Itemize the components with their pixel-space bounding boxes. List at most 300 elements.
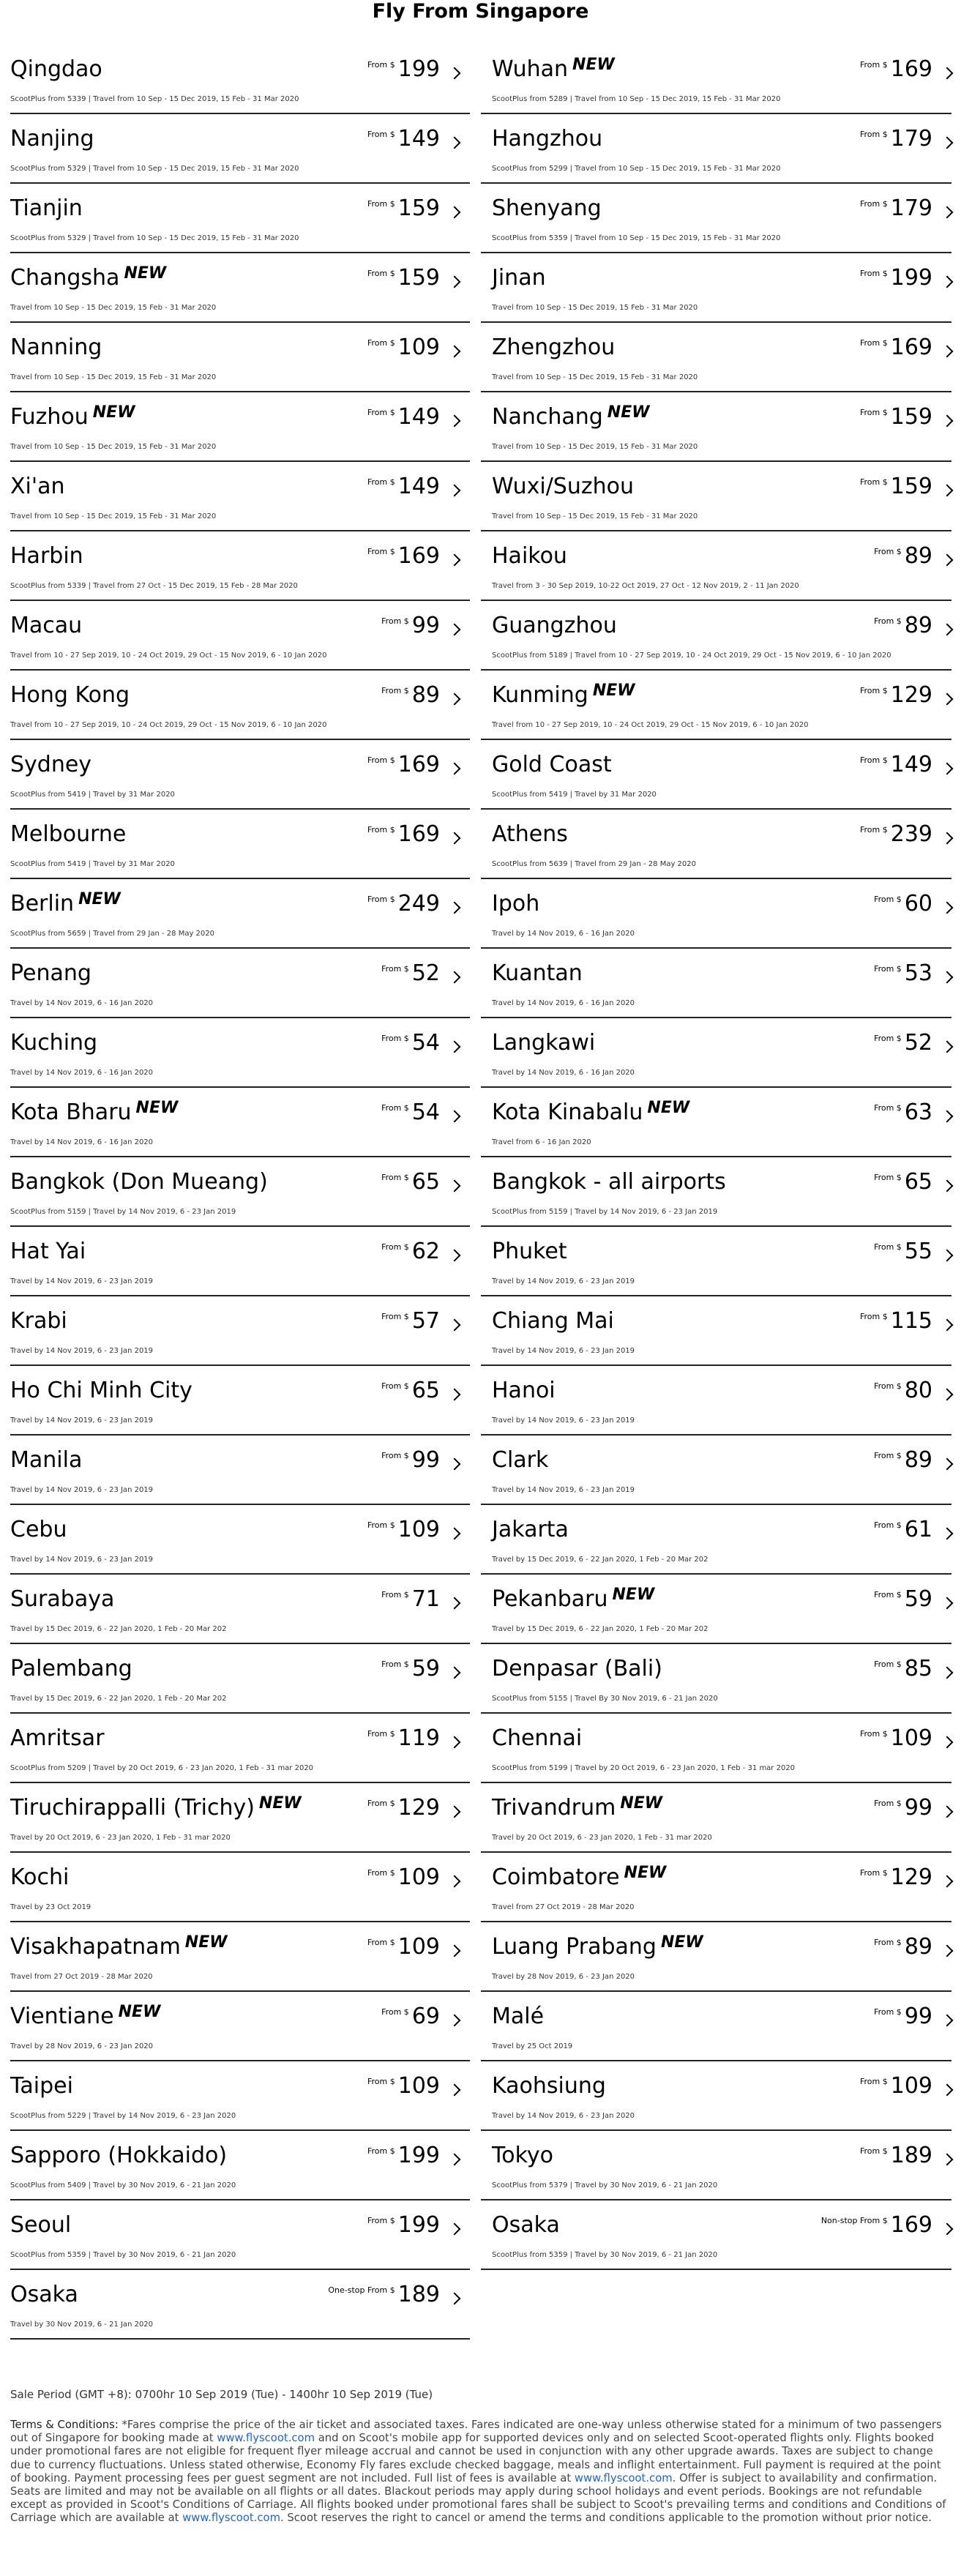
chevron-right-icon[interactable] <box>449 971 461 984</box>
from-label: From $ <box>367 269 395 278</box>
chevron-right-icon[interactable] <box>941 415 954 428</box>
destination-card[interactable] <box>481 1714 951 1783</box>
destination-card[interactable] <box>10 1644 481 1714</box>
price-value: 159 <box>890 404 932 430</box>
chevron-right-icon[interactable] <box>449 554 461 567</box>
destination-card[interactable] <box>10 1296 481 1366</box>
chevron-right-icon[interactable] <box>449 415 461 428</box>
price-block[interactable] <box>367 405 459 430</box>
price-block[interactable] <box>367 266 459 291</box>
destination-row <box>10 1366 951 1436</box>
price-block[interactable] <box>874 1796 951 1821</box>
chevron-right-icon[interactable] <box>941 2223 954 2236</box>
destination-name[interactable] <box>10 753 91 777</box>
destination-card[interactable] <box>10 1366 481 1436</box>
destination-name[interactable] <box>10 1448 82 1473</box>
price-block[interactable] <box>381 1239 459 1264</box>
price-block[interactable] <box>381 613 459 638</box>
price-block[interactable] <box>860 405 951 430</box>
destination-card[interactable] <box>481 2061 951 2131</box>
price-block[interactable] <box>860 822 951 847</box>
destination-name[interactable] <box>10 1170 268 1195</box>
chevron-right-icon[interactable] <box>449 1528 461 1540</box>
destination-name-text: Wuxi/Suzhou <box>492 474 634 499</box>
destination-card[interactable] <box>10 2131 481 2200</box>
destination-name[interactable] <box>492 1170 726 1195</box>
destination-name[interactable] <box>10 1378 192 1403</box>
chevron-right-icon[interactable] <box>941 1250 954 1262</box>
chevron-right-icon[interactable] <box>941 554 954 567</box>
destination-card[interactable] <box>481 1922 951 1992</box>
price-block[interactable] <box>381 1378 459 1403</box>
destination-name-text: Gold Coast <box>492 752 612 777</box>
chevron-right-icon[interactable] <box>941 1945 954 1957</box>
price-block[interactable] <box>860 266 951 291</box>
travel-period-note: Travel from 10 Sep - 15 Dec 2019, 15 Feb - 31 Mar 2020 <box>492 512 698 520</box>
destination-card[interactable] <box>481 1992 951 2061</box>
from-label: From $ <box>874 1103 902 1113</box>
price-block[interactable] <box>381 1657 459 1681</box>
destination-card[interactable] <box>10 1505 481 1575</box>
destination-card[interactable] <box>481 392 951 462</box>
chevron-right-icon[interactable] <box>449 1250 461 1262</box>
travel-period-note: ScootPlus from 5209 | Travel by 20 Oct 2019, 6 - 23 Jan 2020, 1 Feb - 31 mar 2020 <box>10 1764 314 1772</box>
price-block[interactable] <box>381 2004 459 2029</box>
destination-name[interactable] <box>492 1239 567 1264</box>
chevron-right-icon[interactable] <box>941 763 954 775</box>
destination-name[interactable] <box>492 2143 553 2168</box>
price-block[interactable] <box>381 1100 459 1125</box>
price-value: 169 <box>890 2212 932 2238</box>
price-block[interactable] <box>874 1587 951 1612</box>
price-block[interactable] <box>367 1726 459 1751</box>
chevron-right-icon[interactable] <box>449 2154 461 2166</box>
destination-card[interactable] <box>10 949 481 1018</box>
destination-name-text: Kota Kinabalu <box>492 1100 643 1125</box>
destination-name[interactable] <box>10 1796 302 1821</box>
price-block[interactable] <box>381 1170 459 1195</box>
destination-card[interactable] <box>10 2270 481 2340</box>
price-block[interactable] <box>367 544 459 569</box>
chevron-right-icon[interactable] <box>449 1180 461 1192</box>
price-block[interactable] <box>367 335 459 360</box>
destination-name[interactable] <box>492 1378 556 1403</box>
destination-card[interactable] <box>10 253 481 323</box>
chevron-right-icon[interactable] <box>449 2223 461 2236</box>
destination-name[interactable] <box>10 474 65 499</box>
price-block[interactable] <box>874 1517 951 1542</box>
destination-name[interactable] <box>10 1239 86 1264</box>
destination-card[interactable] <box>481 2200 951 2270</box>
destination-name-text: Osaka <box>492 2212 560 2238</box>
chevron-right-icon[interactable] <box>449 276 461 288</box>
chevron-right-icon[interactable] <box>941 1110 954 1123</box>
destination-card[interactable] <box>10 1783 481 1853</box>
destination-name[interactable] <box>492 1796 662 1821</box>
destination-name[interactable] <box>492 1517 569 1542</box>
price-block[interactable] <box>860 1726 951 1751</box>
chevron-right-icon[interactable] <box>449 1319 461 1332</box>
from-label: From $ <box>367 825 395 835</box>
price-block[interactable] <box>367 822 459 847</box>
price-block[interactable] <box>860 196 951 221</box>
chevron-right-icon[interactable] <box>449 137 461 149</box>
chevron-right-icon[interactable] <box>941 624 954 636</box>
new-badge: NEW <box>184 1933 228 1952</box>
travel-period-note: Travel by 28 Nov 2019, 6 - 23 Jan 2020 <box>492 1973 635 1981</box>
destination-card[interactable] <box>10 392 481 462</box>
destination-card[interactable] <box>10 1088 481 1157</box>
destination-name[interactable] <box>492 2074 606 2099</box>
destination-name[interactable] <box>492 753 612 777</box>
chevron-right-icon[interactable] <box>449 624 461 636</box>
price-block[interactable] <box>381 1031 459 1056</box>
price-block[interactable] <box>874 961 951 986</box>
destination-card[interactable] <box>481 601 951 671</box>
destination-card[interactable] <box>10 601 481 671</box>
price-block[interactable] <box>874 1100 951 1125</box>
destination-name[interactable] <box>10 683 130 708</box>
destination-card[interactable] <box>10 2200 481 2270</box>
destination-name[interactable] <box>492 961 583 986</box>
chevron-right-icon[interactable] <box>941 2084 954 2097</box>
destination-name-text: Ho Chi Minh City <box>10 1378 192 1403</box>
travel-period-note: ScootPlus from 5299 | Travel from 10 Sep - 15 Dec 2019, 15 Feb - 31 Mar 2020 <box>492 165 781 173</box>
price-block[interactable] <box>367 196 459 221</box>
price-block[interactable] <box>860 57 951 82</box>
destination-card[interactable] <box>481 1644 951 1714</box>
price-block[interactable] <box>874 544 951 569</box>
destination-name[interactable] <box>492 822 568 847</box>
destination-name[interactable] <box>10 1031 97 1056</box>
destination-card[interactable] <box>481 1227 951 1296</box>
price-block[interactable] <box>860 474 951 499</box>
price-block[interactable] <box>874 892 951 916</box>
destination-card[interactable] <box>10 1922 481 1992</box>
destination-name[interactable] <box>10 1726 105 1751</box>
chevron-right-icon[interactable] <box>449 1875 461 1888</box>
chevron-right-icon[interactable] <box>941 67 954 80</box>
chevron-right-icon[interactable] <box>941 1041 954 1053</box>
chevron-right-icon[interactable] <box>449 1736 461 1749</box>
destination-name[interactable] <box>492 1657 662 1681</box>
price-block[interactable] <box>367 2074 459 2099</box>
destination-card[interactable] <box>481 879 951 949</box>
destination-name[interactable] <box>492 335 615 360</box>
destination-card[interactable] <box>481 114 951 184</box>
destination-card[interactable] <box>481 1157 951 1227</box>
from-label: From $ <box>874 1520 902 1530</box>
price-block[interactable] <box>874 2004 951 2029</box>
destination-card[interactable] <box>481 184 951 253</box>
destination-name[interactable] <box>492 405 650 430</box>
chevron-right-icon[interactable] <box>941 276 954 288</box>
chevron-right-icon[interactable] <box>449 1597 461 1610</box>
destination-card[interactable] <box>10 671 481 740</box>
destination-name[interactable] <box>492 266 546 291</box>
destination-card[interactable] <box>10 114 481 184</box>
chevron-right-icon[interactable] <box>941 137 954 149</box>
destination-name[interactable] <box>492 1100 689 1125</box>
destination-name[interactable] <box>492 196 602 221</box>
destination-name[interactable] <box>492 892 539 916</box>
chevron-right-icon[interactable] <box>449 763 461 775</box>
from-label: From $ <box>381 2007 409 2017</box>
chevron-right-icon[interactable] <box>941 1875 954 1888</box>
destination-card[interactable] <box>481 1436 951 1505</box>
destination-card[interactable] <box>481 1366 951 1436</box>
destination-name[interactable] <box>10 2074 73 2099</box>
destination-card[interactable] <box>10 1018 481 1088</box>
chevron-right-icon[interactable] <box>941 1389 954 1401</box>
price-block[interactable] <box>860 1865 951 1890</box>
price-block[interactable] <box>821 2213 951 2238</box>
chevron-right-icon[interactable] <box>449 1806 461 1818</box>
destination-card[interactable] <box>10 1714 481 1783</box>
destination-name-text: Xi'an <box>10 474 65 499</box>
price-block[interactable] <box>874 1170 951 1195</box>
price-block[interactable] <box>367 474 459 499</box>
from-label: From $ <box>874 895 902 904</box>
destination-name[interactable] <box>10 544 83 569</box>
destination-name[interactable] <box>492 1935 703 1960</box>
destination-card[interactable] <box>481 1088 951 1157</box>
destination-name[interactable] <box>10 266 166 291</box>
destination-card[interactable] <box>481 45 951 114</box>
chevron-right-icon[interactable] <box>449 1667 461 1679</box>
price-block[interactable] <box>367 127 459 152</box>
destination-name[interactable] <box>492 2213 560 2238</box>
destination-row <box>10 1157 951 1227</box>
destination-card[interactable] <box>10 879 481 949</box>
destination-card[interactable] <box>10 531 481 601</box>
chevron-right-icon[interactable] <box>449 2084 461 2097</box>
destination-card[interactable] <box>10 810 481 879</box>
terms-link-2[interactable]: www.flyscoot.com <box>574 2471 673 2484</box>
destination-card[interactable] <box>10 1157 481 1227</box>
destination-card[interactable] <box>10 1227 481 1296</box>
destination-name[interactable] <box>10 1100 178 1125</box>
destination-name[interactable] <box>10 892 121 916</box>
price-value: 62 <box>411 1239 440 1264</box>
terms-link-1[interactable]: www.flyscoot.com <box>217 2432 315 2445</box>
destination-card[interactable] <box>481 1018 951 1088</box>
chevron-right-icon[interactable] <box>941 206 954 219</box>
price-block[interactable] <box>860 753 951 777</box>
chevron-right-icon[interactable] <box>449 1110 461 1123</box>
chevron-right-icon[interactable] <box>449 1945 461 1957</box>
destination-card[interactable] <box>481 1783 951 1853</box>
destination-name[interactable] <box>10 127 94 152</box>
destination-card[interactable] <box>10 1436 481 1505</box>
price-value: 129 <box>397 1795 440 1821</box>
chevron-right-icon[interactable] <box>449 693 461 706</box>
chevron-right-icon[interactable] <box>941 902 954 914</box>
price-block[interactable] <box>367 753 459 777</box>
travel-period-note: ScootPlus from 5329 | Travel from 10 Sep - 15 Dec 2019, 15 Feb - 31 Mar 2020 <box>10 165 299 173</box>
destination-name[interactable] <box>10 196 83 221</box>
price-block[interactable] <box>367 1865 459 1890</box>
price-block[interactable] <box>874 1657 951 1681</box>
chevron-right-icon[interactable] <box>941 693 954 706</box>
chevron-right-icon[interactable] <box>449 1458 461 1471</box>
chevron-right-icon[interactable] <box>941 1319 954 1332</box>
chevron-right-icon[interactable] <box>941 485 954 497</box>
chevron-right-icon[interactable] <box>449 902 461 914</box>
price-block[interactable] <box>367 1517 459 1542</box>
destination-name[interactable] <box>10 822 126 847</box>
destination-name[interactable] <box>10 1587 114 1612</box>
chevron-right-icon[interactable] <box>941 1597 954 1610</box>
from-label: From $ <box>874 964 902 974</box>
destination-name[interactable] <box>10 1935 228 1960</box>
destination-card[interactable] <box>481 462 951 531</box>
price-block[interactable] <box>381 1587 459 1612</box>
from-label: From $ <box>367 1520 395 1530</box>
price-block[interactable] <box>367 1796 459 1821</box>
destination-name[interactable] <box>492 613 617 638</box>
price-block[interactable] <box>860 335 951 360</box>
destination-card[interactable] <box>481 671 951 740</box>
destination-card[interactable] <box>481 323 951 392</box>
destination-name[interactable] <box>492 1726 582 1751</box>
price-block[interactable] <box>860 127 951 152</box>
price-block[interactable] <box>328 2282 459 2307</box>
chevron-right-icon[interactable] <box>941 1528 954 1540</box>
destination-card[interactable] <box>10 45 481 114</box>
destination-name[interactable] <box>10 2004 160 2029</box>
destination-card[interactable] <box>481 531 951 601</box>
destination-name[interactable] <box>10 1865 69 1890</box>
destination-name[interactable] <box>492 2004 544 2029</box>
destination-name[interactable] <box>492 1031 595 1056</box>
chevron-right-icon[interactable] <box>941 2015 954 2027</box>
destination-name[interactable] <box>492 1865 666 1890</box>
price-block[interactable] <box>860 2074 951 2099</box>
destination-name[interactable] <box>10 1657 132 1681</box>
travel-period-note: Travel from 10 Sep - 15 Dec 2019, 15 Feb - 31 Mar 2020 <box>492 304 698 312</box>
chevron-right-icon[interactable] <box>449 1041 461 1053</box>
destination-name[interactable] <box>10 1309 67 1334</box>
destination-name[interactable] <box>10 1517 67 1542</box>
chevron-right-icon[interactable] <box>941 2154 954 2166</box>
from-label: From $ <box>859 269 888 278</box>
destination-card[interactable] <box>10 740 481 810</box>
chevron-right-icon[interactable] <box>941 1667 954 1679</box>
price-block[interactable] <box>367 892 459 916</box>
destination-name[interactable] <box>492 127 602 152</box>
destination-card[interactable] <box>10 323 481 392</box>
travel-period-note: Travel by 14 Nov 2019, 6 - 23 Jan 2019 <box>492 1486 635 1494</box>
chevron-right-icon[interactable] <box>941 1458 954 1471</box>
destination-card[interactable] <box>481 1296 951 1366</box>
chevron-right-icon[interactable] <box>941 1736 954 1749</box>
from-label: From $ <box>381 1381 409 1391</box>
terms-link-3[interactable]: www.flyscoot.com <box>182 2512 280 2525</box>
chevron-right-icon[interactable] <box>449 2015 461 2027</box>
from-label: From $ <box>381 1451 409 1460</box>
price-block[interactable] <box>367 57 459 82</box>
from-label: From $ <box>367 1938 395 1947</box>
destination-name[interactable] <box>10 405 135 430</box>
chevron-right-icon[interactable] <box>941 346 954 358</box>
chevron-right-icon[interactable] <box>449 206 461 219</box>
chevron-right-icon[interactable] <box>941 1180 954 1192</box>
destination-card[interactable] <box>10 184 481 253</box>
destination-card[interactable] <box>481 740 951 810</box>
destination-name[interactable] <box>10 2282 78 2307</box>
destination-name-text: Vientiane <box>10 2004 114 2029</box>
destination-name[interactable] <box>492 1587 654 1612</box>
chevron-right-icon[interactable] <box>941 971 954 984</box>
price-block[interactable] <box>860 683 951 708</box>
price-block[interactable] <box>367 2143 459 2168</box>
price-block[interactable] <box>381 1448 459 1473</box>
destination-name[interactable] <box>492 683 635 708</box>
chevron-right-icon[interactable] <box>449 67 461 80</box>
chevron-right-icon[interactable] <box>941 1806 954 1818</box>
price-block[interactable] <box>874 1448 951 1473</box>
destination-name[interactable] <box>10 961 91 986</box>
destination-card[interactable] <box>10 462 481 531</box>
destination-name[interactable] <box>10 2213 71 2238</box>
price-block[interactable] <box>381 683 459 708</box>
chevron-right-icon[interactable] <box>941 832 954 845</box>
price-value: 54 <box>411 1100 440 1125</box>
destination-card[interactable] <box>481 949 951 1018</box>
destination-name[interactable] <box>492 1448 548 1473</box>
destination-name[interactable] <box>492 57 615 82</box>
destination-card[interactable] <box>10 1992 481 2061</box>
destination-name[interactable] <box>492 1309 614 1334</box>
destination-name[interactable] <box>492 544 567 569</box>
price-block[interactable] <box>381 961 459 986</box>
destination-card[interactable] <box>481 253 951 323</box>
price-block[interactable] <box>860 2143 951 2168</box>
destination-card[interactable] <box>481 810 951 879</box>
chevron-right-icon[interactable] <box>449 832 461 845</box>
chevron-right-icon[interactable] <box>449 485 461 497</box>
price-block[interactable] <box>874 1239 951 1264</box>
destination-name[interactable] <box>10 57 102 82</box>
chevron-right-icon[interactable] <box>449 346 461 358</box>
destination-card[interactable] <box>481 1853 951 1922</box>
destination-card[interactable] <box>10 2061 481 2131</box>
destination-name[interactable] <box>492 474 634 499</box>
destination-name[interactable] <box>10 2143 227 2168</box>
price-block[interactable] <box>874 1935 951 1960</box>
price-block[interactable] <box>367 2213 459 2238</box>
price-block[interactable] <box>860 1309 951 1334</box>
price-block[interactable] <box>874 1031 951 1056</box>
destination-name[interactable] <box>10 613 82 638</box>
price-block[interactable] <box>381 1309 459 1334</box>
destination-card[interactable] <box>481 2131 951 2200</box>
destination-card[interactable] <box>10 1575 481 1644</box>
destination-card[interactable] <box>10 1853 481 1922</box>
price-block[interactable] <box>874 613 951 638</box>
price-block[interactable] <box>874 1378 951 1403</box>
price-block[interactable] <box>367 1935 459 1960</box>
destination-name-text: Taipei <box>10 2073 73 2099</box>
price-value: 249 <box>397 891 440 916</box>
destination-name[interactable] <box>10 335 102 360</box>
chevron-right-icon[interactable] <box>449 2293 461 2305</box>
chevron-right-icon[interactable] <box>449 1389 461 1401</box>
destination-name-text: Luang Prabang <box>492 1934 657 1960</box>
destination-card[interactable] <box>481 1505 951 1575</box>
destination-card[interactable] <box>481 1575 951 1644</box>
